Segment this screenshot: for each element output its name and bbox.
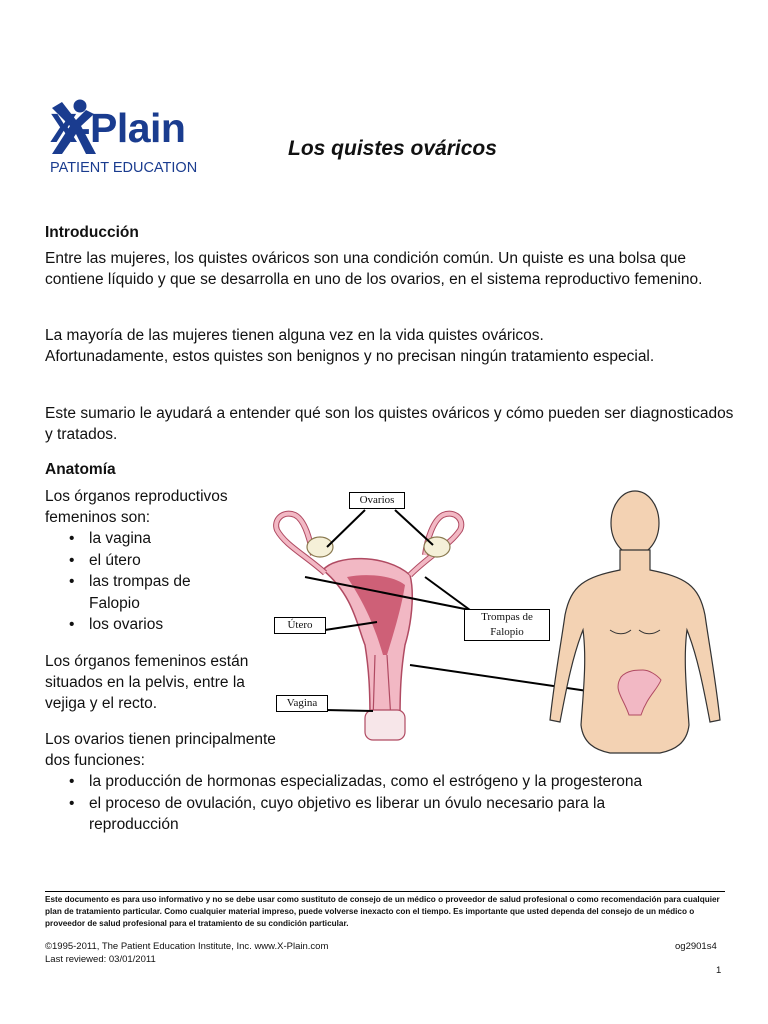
functions-list — [45, 771, 735, 836]
intro-paragraph-2: La mayoría de las mujeres tienen alguna vez en la vida quistes ováricos. Afortunadamente, estos quistes son benignos y no precisan ningún tratamiento especial. — [45, 327, 655, 365]
anatomy-heading: Anatomía — [45, 461, 116, 478]
label-uterus: Útero — [274, 617, 326, 634]
woman-body-drawing — [550, 491, 720, 753]
list-item: • la producción de hormonas especializadas, como el estrógeno y la progesterona — [45, 771, 735, 793]
list-item: • el proceso de ovulación, cuyo objetivo es liberar un óvulo necesario para la reproducción — [45, 793, 735, 836]
list-item: • los ovarios — [45, 614, 245, 636]
footer-doc-code: og2901s4 — [675, 941, 717, 952]
functions-lead: Los ovarios tienen principalmente dos funciones: — [45, 731, 276, 769]
anatomy-lead: Los órganos reproductivos femeninos son: — [45, 488, 228, 526]
anatomy-location: Los órganos femeninos están situados en la pelvis, entre la vejiga y el recto. — [45, 653, 249, 712]
intro-paragraph-1: Entre las mujeres, los quistes ováricos son una condición común. Un quiste es una bolsa que contiene líquido y que se desarrolla en uno de los ovarios, en el sistema reproductivo femenino. — [45, 250, 703, 288]
label-tubes: Trompas de Falopio — [464, 609, 550, 641]
footer-divider — [45, 891, 725, 892]
page-number: 1 — [716, 965, 722, 976]
list-item: • la vagina — [45, 528, 245, 550]
intro-heading: Introducción — [45, 224, 139, 241]
logo — [48, 96, 218, 180]
footer-disclaimer: Este documento es para uso informativo y no se debe usar como sustituto de consejo de un médico o proveedor de salud profesional o como recomendación para cualquier plan de tratamiento particular. Como cualquier material impreso, puede volverse inexacto con el tiempo. Es importante que usted dependa del consejo de un médico o proveedor de salud profesional para el tratamiento de su condición particular. — [45, 895, 720, 928]
list-item: • las trompas de Falopio — [45, 571, 245, 614]
label-ovaries: Ovarios — [349, 492, 405, 509]
list-item: • el útero — [45, 550, 245, 572]
organs-list — [45, 528, 245, 636]
intro-paragraph-3: Este sumario le ayudará a entender qué son los quistes ováricos y cómo pueden ser diagnosticados y tratados. — [45, 405, 734, 443]
label-vagina: Vagina — [276, 695, 328, 712]
footer-last-reviewed: Last reviewed: 03/01/2011 — [45, 954, 156, 965]
footer-copyright: ©1995-2011, The Patient Education Institute, Inc. www.X-Plain.com — [45, 941, 329, 952]
logo-text: X-Plain — [50, 105, 186, 151]
page-title: Los quistes ováricos — [288, 137, 497, 160]
logo-subtitle: PATIENT EDUCATION — [50, 160, 198, 176]
